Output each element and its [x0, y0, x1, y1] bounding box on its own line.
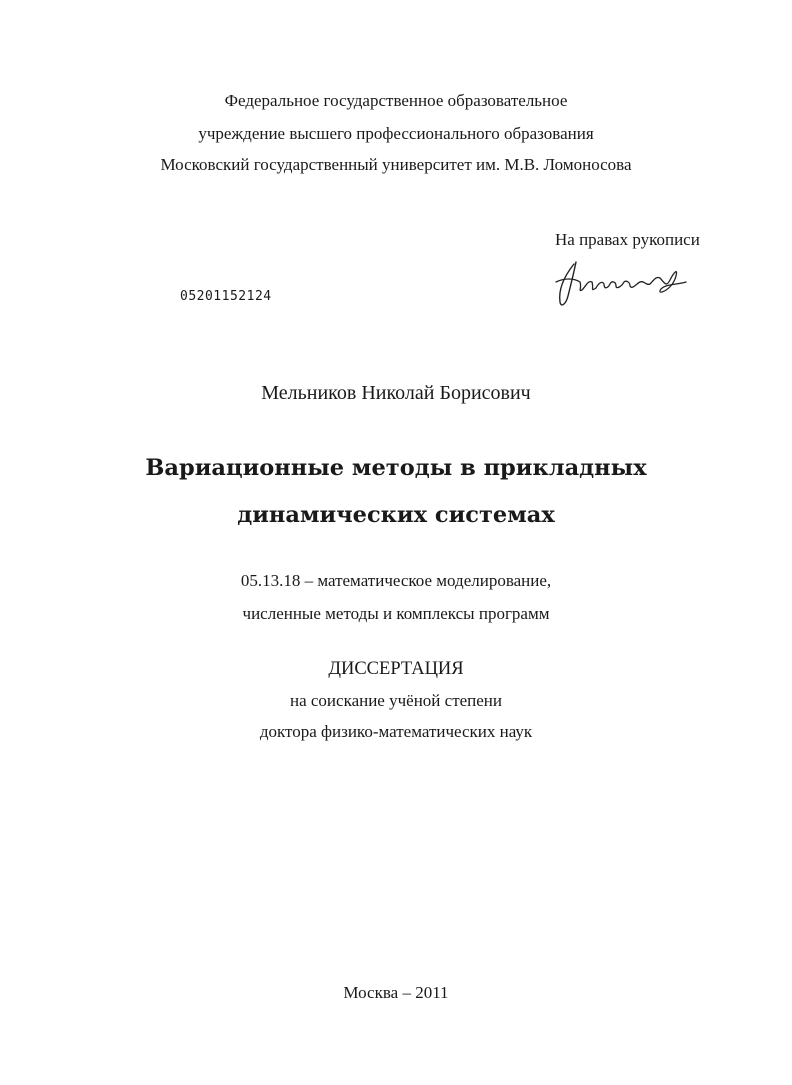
institution-line-1: Федеральное государственное образовательное: [224, 91, 568, 110]
institution-line-2: учреждение высшего профессионального образования: [198, 124, 594, 143]
manuscript-note: На правах рукописи: [555, 230, 700, 249]
specialty-line-1: 05.13.18 – математическое моделирование,: [240, 571, 552, 590]
degree-line-1: на соискание учёной степени: [289, 691, 503, 710]
dissertation-title-line-1: Вариационные методы в прикладных: [145, 455, 647, 481]
specialty-line-2: численные методы и комплексы программ: [242, 604, 550, 623]
dissertation-title-line-2: динамических системах: [237, 502, 555, 528]
institution-line-3: Московский государственный университет им. М.В. Ломоносова: [160, 155, 632, 174]
degree-line-2: доктора физико-математических наук: [259, 722, 533, 741]
city-year: Москва – 2011: [343, 983, 449, 1002]
author-signature: [552, 258, 692, 310]
archive-number: 05201152124: [180, 289, 272, 304]
dissertation-type: ДИССЕРТАЦИЯ: [328, 659, 464, 679]
author-name: Мельников Николай Борисович: [261, 382, 531, 404]
